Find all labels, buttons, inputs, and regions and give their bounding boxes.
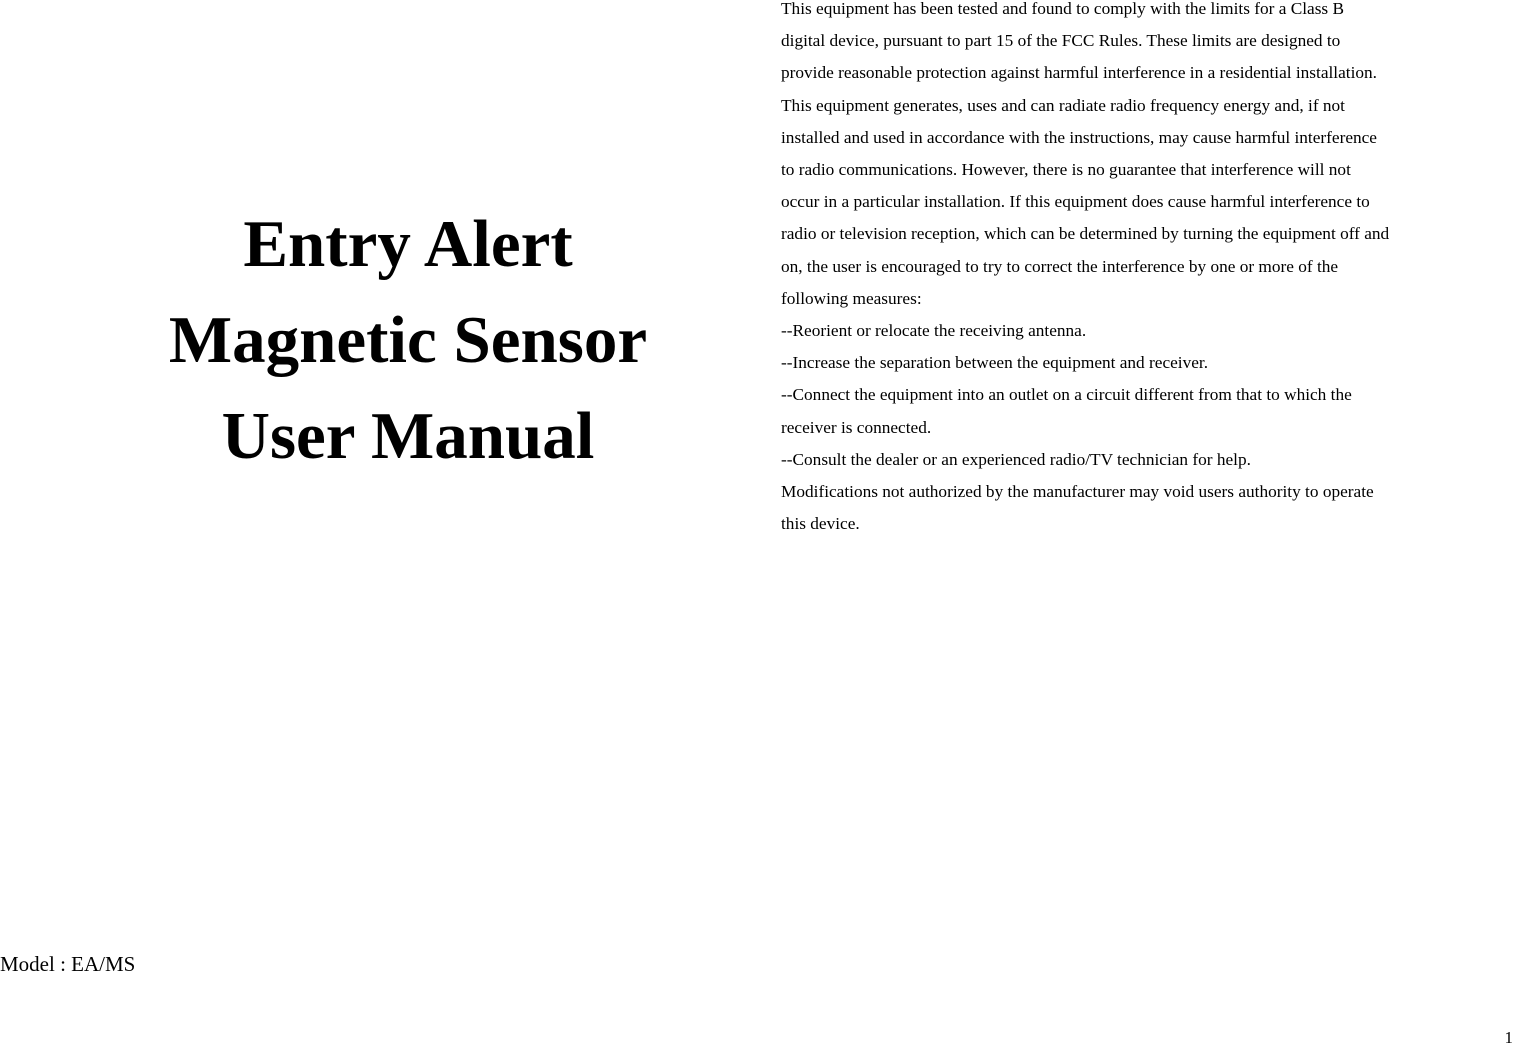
fcc-line: to radio communications. However, there is no guarantee that interference will not [781, 154, 1501, 186]
fcc-line: This equipment has been tested and found to comply with the limits for a Class B [781, 0, 1501, 25]
title-line-manual: User Manual [0, 388, 816, 484]
fcc-measure: --Consult the dealer or an experienced radio/TV technician for help. [781, 444, 1501, 476]
fcc-line: digital device, pursuant to part 15 of the FCC Rules. These limits are designed to [781, 25, 1501, 57]
title-line-sensor: Magnetic Sensor [0, 292, 816, 388]
fcc-measure: --Increase the separation between the equipment and receiver. [781, 347, 1501, 379]
fcc-line: This equipment generates, uses and can radiate radio frequency energy and, if not [781, 90, 1501, 122]
fcc-line: installed and used in accordance with the instructions, may cause harmful interference [781, 122, 1501, 154]
fcc-line: Modifications not authorized by the manufacturer may void users authority to operate [781, 476, 1501, 508]
model-label: Model : EA/MS [0, 950, 135, 978]
fcc-measure: --Reorient or relocate the receiving antenna. [781, 315, 1501, 347]
page-number: 1 [1505, 1028, 1513, 1048]
fcc-line: occur in a particular installation. If this equipment does cause harmful interference to [781, 186, 1501, 218]
fcc-line: this device. [781, 508, 1501, 540]
fcc-line: on, the user is encouraged to try to correct the interference by one or more of the [781, 251, 1501, 283]
cover-title [0, 196, 816, 484]
fcc-line: following measures: [781, 283, 1501, 315]
title-line-product: Entry Alert [0, 196, 816, 292]
fcc-statement [781, 0, 1501, 540]
fcc-measure: receiver is connected. [781, 412, 1501, 444]
fcc-measure: --Connect the equipment into an outlet on a circuit different from that to which the [781, 379, 1501, 411]
fcc-line: provide reasonable protection against harmful interference in a residential installation. [781, 57, 1501, 89]
fcc-line: radio or television reception, which can be determined by turning the equipment off and [781, 218, 1501, 250]
